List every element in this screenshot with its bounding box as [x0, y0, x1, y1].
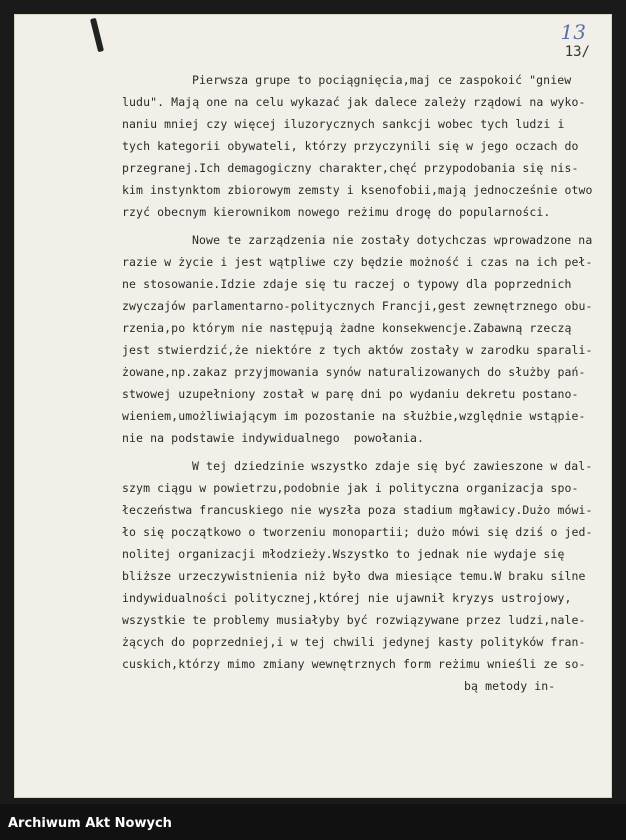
text-line: bą metody in-: [464, 679, 556, 693]
text-line: indywidualności politycznej,której nie ujawnił kryzys ustrojowy,: [122, 591, 572, 605]
text-line: bliższe urzeczywistnienia niż było dwa miesiące temu.W braku silne: [122, 569, 586, 583]
text-line: jest stwierdzić,że niektóre z tych aktów zostały w zarodku sparali-: [122, 343, 593, 357]
text-line: nie na podstawie indywidualnego powołania.: [122, 431, 425, 445]
margin-ink-mark: [90, 18, 104, 52]
text-line: naniu mniej czy więcej iluzorycznych sankcji wobec tych ludzi i: [122, 117, 565, 131]
text-line: wieniem,umożliwiającym im pozostanie na służbie,względnie wstąpie-: [122, 409, 586, 423]
text-line: żowane,np.zakaz przyjmowania synów naturalizowanych do służby pań-: [122, 365, 586, 379]
text-line: ludu". Mają one na celu wykazać jak dalece zależy rządowi na wyko-: [122, 95, 586, 109]
text-line: rzyć obecnym kierownikom nowego reżimu drogę do popularności.: [122, 205, 551, 219]
text-line: wszystkie te problemy musiałyby być rozwiązywane przez ludzi,nale-: [122, 613, 586, 627]
document-page: [14, 14, 612, 798]
text-line: łeczeństwa francuskiego nie wyszła poza stadium mgławicy.Dużo mówi-: [122, 503, 593, 517]
text-line: ło się początkowo o tworzeniu monopartii; dużo mówi się dziś o jed-: [122, 525, 593, 539]
archive-footer-bar: [0, 804, 626, 840]
text-line: cuskich,którzy mimo zmiany wewnętrznych form reżimu wnieśli ze so-: [122, 657, 586, 671]
archive-label: Archiwum Akt Nowych: [8, 816, 172, 831]
text-line: Pierwsza grupe to pociągnięcia,maj ce zaspokoić "gniew: [192, 73, 572, 87]
text-line: stwowej uzupełniony został w parę dni po wydaniu dekretu postano-: [122, 387, 579, 401]
text-line: zwyczajów parlamentarno-politycznych Francji,gest zewnętrznego obu-: [122, 299, 593, 313]
text-line: rzenia,po którym nie następują żadne konsekwencje.Zabawną rzeczą: [122, 321, 572, 335]
text-line: ne stosowanie.Idzie zdaje się tu raczej o typowy dla poprzednich: [122, 277, 572, 291]
text-line: Nowe te zarządzenia nie zostały dotychczas wprowadzone na: [192, 233, 593, 247]
folio-number-handwritten: 13: [560, 20, 586, 44]
text-line: W tej dziedzinie wszystko zdaje się być zawieszone w dal-: [192, 459, 593, 473]
text-line: kim instynktom zbiorowym zemsty i ksenofobii,mają jednocześnie otwo: [122, 183, 593, 197]
text-line: razie w życie i jest wątpliwe czy będzie możność i czas na ich peł-: [122, 255, 593, 269]
text-line: żących do poprzedniej,i w tej chwili jedynej kasty polityków fran-: [122, 635, 586, 649]
text-line: szym ciągu w powietrzu,podobnie jak i polityczna organizacja spo-: [122, 481, 579, 495]
text-line: nolitej organizacji młodzieży.Wszystko to jednak nie wydaje się: [122, 547, 565, 561]
folio-number-typed: 13/: [564, 44, 590, 60]
text-line: przegranej.Ich demagogiczny charakter,chęć przypodobania się nis-: [122, 161, 579, 175]
text-line: tych kategorii obywateli, którzy przyczynili się w jego oczach do: [122, 139, 579, 153]
